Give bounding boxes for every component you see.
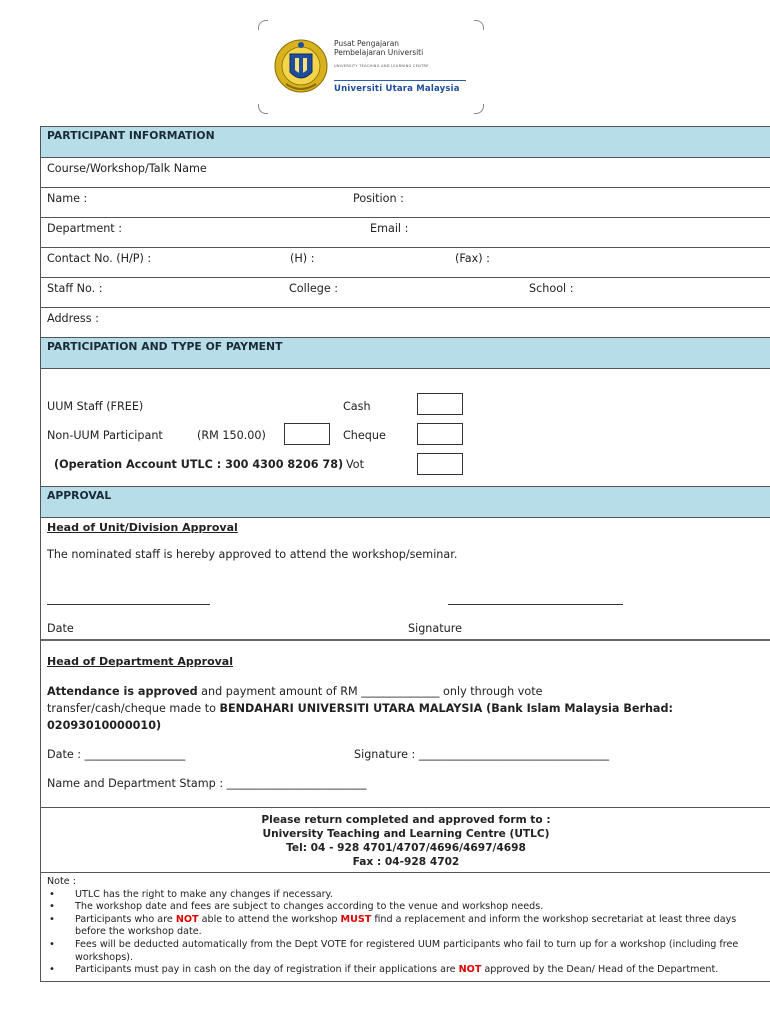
contact-row <box>41 248 770 278</box>
return-fax: Fax : 04-928 4702 <box>352 856 460 868</box>
signature-line[interactable] <box>448 604 623 605</box>
uum-crest-icon <box>272 34 330 100</box>
operation-account-label: (Operation Account UTLC : 300 4300 8206 78) <box>54 458 344 471</box>
head-unit-approval-section <box>41 518 770 641</box>
return-tel: Tel: 04 - 928 4701/4707/4696/4697/4698 <box>286 842 526 854</box>
contact-hp-field[interactable]: Contact No. (H/P) : <box>47 252 152 265</box>
head-dept-approval-section <box>41 641 770 808</box>
school-field[interactable]: School : <box>529 282 574 295</box>
signature-line-text[interactable]: Signature : __________________________________ <box>354 748 610 761</box>
vot-label: Vot <box>346 458 365 471</box>
college-field[interactable]: College : <box>289 282 339 295</box>
payment-section <box>41 369 770 487</box>
cheque-label: Cheque <box>343 429 386 442</box>
staff-row <box>41 278 770 308</box>
logo-university-name: Universiti Utara Malaysia <box>334 84 460 94</box>
head-unit-title: Head of Unit/Division Approval <box>47 521 238 534</box>
logo-frame-corner <box>474 20 484 30</box>
nominated-text: The nominated staff is hereby approved to attend the workshop/seminar. <box>47 548 458 561</box>
address-field[interactable]: Address : <box>47 312 99 325</box>
contact-home-field[interactable]: (H) : <box>290 252 315 265</box>
department-row <box>41 218 770 248</box>
note-item: • The workshop date and fees are subject to changes according to the venue and workshop needs. <box>47 901 765 914</box>
note-text: approved by the Dean/ Head of the Department. <box>481 964 719 976</box>
registration-form <box>40 126 770 982</box>
fax-field[interactable]: (Fax) : <box>455 252 490 265</box>
section-header-approval: APPROVAL <box>41 487 770 518</box>
cheque-checkbox[interactable] <box>417 423 463 445</box>
attendance-amount-text[interactable]: and payment amount of RM ______________ only through vote <box>197 685 543 698</box>
address-row <box>41 308 770 338</box>
note-emphasis: NOT <box>458 964 482 976</box>
section-header-participant: PARTICIPANT INFORMATION <box>41 127 770 158</box>
stamp-line[interactable]: Name and Department Stamp : _________________________ <box>47 777 367 790</box>
position-field[interactable]: Position : <box>353 192 404 205</box>
logo-frame-corner <box>474 104 484 114</box>
section-header-payment: PARTICIPATION AND TYPE OF PAYMENT <box>41 338 770 369</box>
name-field[interactable]: Name : <box>47 192 88 205</box>
note-text: Participants who are <box>75 913 176 925</box>
note-emphasis: NOT <box>175 913 199 925</box>
note-item <box>47 914 765 939</box>
notes-list <box>47 889 765 977</box>
logo-divider <box>334 80 466 81</box>
logo-frame-corner <box>258 104 268 114</box>
staff-no-field[interactable]: Staff No. : <box>47 282 103 295</box>
email-field[interactable]: Email : <box>370 222 409 235</box>
cash-label: Cash <box>343 400 371 413</box>
university-logo-block <box>258 20 484 114</box>
head-dept-title: Head of Department Approval <box>47 655 233 668</box>
logo-frame-corner <box>258 20 268 30</box>
non-uum-label: Non-UUM Participant <box>47 429 163 442</box>
note-item: • Fees will be deducted automatically from the Dept VOTE for registered UUM participants who fail to turn up for a workshop (including free workshops). <box>47 939 765 964</box>
attendance-paragraph <box>47 683 727 734</box>
name-row <box>41 188 770 218</box>
date-label: Date <box>47 622 74 635</box>
note-item: • UTLC has the right to make any changes if necessary. <box>47 889 765 902</box>
return-instructions <box>41 808 770 873</box>
date-line[interactable]: Date : __________________ <box>47 748 186 761</box>
attendance-transfer-text: transfer/cash/cheque made to <box>47 702 220 715</box>
logo-small-text: UNIVERSITY TEACHING AND LEARNING CENTRE <box>334 64 429 68</box>
return-line1: Please return completed and approved form to : <box>261 814 551 826</box>
logo-text-line2: Pembelajaran Universiti <box>334 48 424 57</box>
course-row[interactable] <box>41 158 770 188</box>
course-label: Course/Workshop/Talk Name <box>47 162 207 175</box>
signature-label: Signature <box>408 622 462 635</box>
bendahari-account-text: BENDAHARI UNIVERSITI UTARA MALAYSIA (Bank Islam Malaysia Berhad: 02093010000010) <box>47 702 673 732</box>
vot-checkbox[interactable] <box>417 453 463 475</box>
note-text: Participants must pay in cash on the day of registration if their applications are <box>75 964 459 976</box>
date-signature-line[interactable] <box>47 604 210 605</box>
fee-label: (RM 150.00) <box>197 429 266 442</box>
note-emphasis: MUST <box>340 913 372 925</box>
return-line2: University Teaching and Learning Centre (UTLC) <box>262 828 550 840</box>
notes-section <box>41 873 770 981</box>
logo-text-line1: Pusat Pengajaran <box>334 39 400 48</box>
attendance-approved-text: Attendance is approved <box>47 685 198 698</box>
non-uum-checkbox[interactable] <box>284 423 330 445</box>
note-item <box>47 964 765 977</box>
cash-checkbox[interactable] <box>417 393 463 415</box>
note-text: able to attend the workshop <box>198 913 341 925</box>
notes-title: Note : <box>47 876 76 887</box>
department-field[interactable]: Department : <box>47 222 123 235</box>
uum-staff-label: UUM Staff (FREE) <box>47 400 144 413</box>
note-text: find a replacement and inform the workshop secretariat at least three days before the workshop date. <box>75 913 737 938</box>
